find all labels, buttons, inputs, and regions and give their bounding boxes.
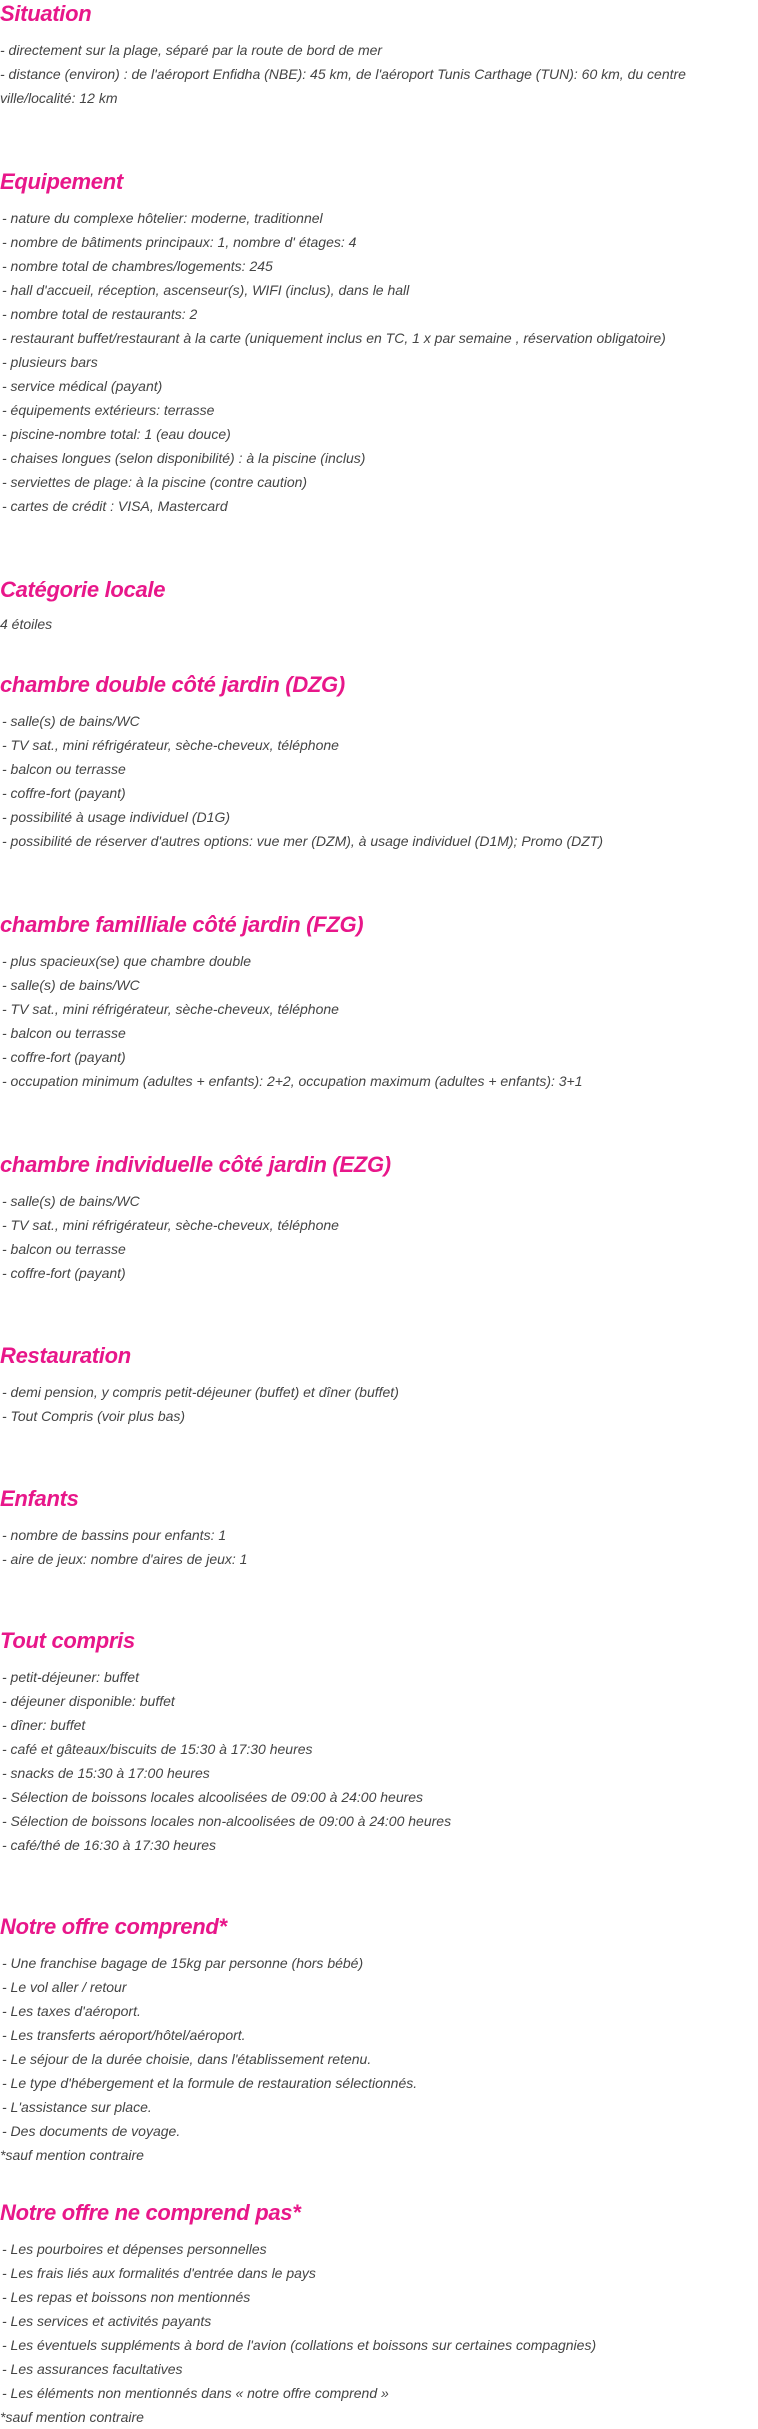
section-chambre-individuelle: [0, 1151, 758, 1285]
tout-compris-list: [0, 1665, 758, 1857]
restauration-list: [0, 1380, 758, 1428]
categorie-list: [0, 612, 758, 636]
offre-ne-comprend-pas-line: - Les éléments non mentionnés dans « notre offre comprend »: [2, 2385, 389, 2401]
offre-comprend-list: [0, 1951, 758, 2167]
section-offre-comprend: [0, 1913, 758, 2167]
section-chambre-familiale: [0, 911, 758, 1093]
section-title-situation: Situation: [0, 1, 92, 26]
section-categorie-locale: [0, 576, 758, 636]
section-title-restauration: Restauration: [0, 1343, 131, 1368]
offre-ne-comprend-pas-list: [0, 2237, 758, 2429]
enfants-list: [0, 1523, 758, 1571]
chambre-individuelle-line: - TV sat., mini réfrigérateur, sèche-cheveux, téléphone: [2, 1217, 339, 1233]
chambre-double-line: - TV sat., mini réfrigérateur, sèche-cheveux, téléphone: [2, 737, 339, 753]
situation-line: - directement sur la plage, séparé par la route de bord de mer: [0, 42, 383, 58]
section-offre-ne-comprend-pas: [0, 2199, 758, 2429]
section-title-chambre-double: chambre double côté jardin (DZG): [0, 672, 345, 697]
section-title-chambre-familiale: chambre familliale côté jardin (FZG): [0, 912, 364, 937]
enfants-line: - aire de jeux: nombre d'aires de jeux: 1: [2, 1551, 248, 1567]
tout-compris-line: - snacks de 15:30 à 17:00 heures: [2, 1765, 210, 1781]
restauration-line: - demi pension, y compris petit-déjeuner (buffet) et dîner (buffet): [2, 1384, 399, 1400]
chambre-individuelle-list: [0, 1189, 758, 1285]
tout-compris-line: - Sélection de boissons locales non-alcoolisées de 09:00 à 24:00 heures: [2, 1813, 452, 1829]
section-enfants: [0, 1485, 758, 1571]
section-restauration: [0, 1342, 758, 1428]
chambre-individuelle-line: - salle(s) de bains/WC: [2, 1193, 140, 1209]
enfants-line: - nombre de bassins pour enfants: 1: [2, 1527, 227, 1543]
equipement-line: - équipements extérieurs: terrasse: [2, 402, 215, 418]
offre-comprend-line: - Les taxes d'aéroport.: [2, 2003, 141, 2019]
chambre-double-line: - possibilité à usage individuel (D1G): [2, 809, 230, 825]
section-title-categorie-locale: Catégorie locale: [0, 577, 166, 602]
chambre-double-line: - possibilité de réserver d'autres options: vue mer (DZM), à usage individuel (D1M); Promo (DZT): [2, 833, 603, 849]
chambre-double-line: - balcon ou terrasse: [2, 761, 126, 777]
chambre-familiale-line: - plus spacieux(se) que chambre double: [2, 953, 252, 969]
offre-comprend-footnote: *sauf mention contraire: [0, 2147, 144, 2163]
tout-compris-line: - petit-déjeuner: buffet: [2, 1669, 139, 1685]
section-title-offre-ne-comprend-pas: Notre offre ne comprend pas*: [0, 2200, 301, 2225]
chambre-familiale-line: - balcon ou terrasse: [2, 1025, 126, 1041]
categorie-line: 4 étoiles: [0, 616, 53, 632]
offre-comprend-line: - L'assistance sur place.: [2, 2099, 152, 2115]
section-title-tout-compris: Tout compris: [0, 1628, 135, 1653]
equipement-line: - nombre de bâtiments principaux: 1, nombre d' étages: 4: [2, 234, 357, 250]
section-situation: [0, 0, 758, 110]
chambre-individuelle-line: - coffre-fort (payant): [2, 1265, 126, 1281]
tout-compris-line: - déjeuner disponible: buffet: [2, 1693, 175, 1709]
equipement-line: - nature du complexe hôtelier: moderne, traditionnel: [2, 210, 323, 226]
equipement-line: - restaurant buffet/restaurant à la carte (uniquement inclus en TC, 1 x par semaine , réservation obligatoire): [2, 330, 666, 346]
equipement-line: - plusieurs bars: [2, 354, 98, 370]
tout-compris-line: - café et gâteaux/biscuits de 15:30 à 17:30 heures: [2, 1741, 313, 1757]
equipement-list: [0, 206, 758, 518]
chambre-individuelle-line: - balcon ou terrasse: [2, 1241, 126, 1257]
offre-ne-comprend-pas-line: - Les services et activités payants: [2, 2313, 212, 2329]
equipement-line: - serviettes de plage: à la piscine (contre caution): [2, 474, 308, 490]
chambre-familiale-line: - TV sat., mini réfrigérateur, sèche-cheveux, téléphone: [2, 1001, 339, 1017]
section-equipement: [0, 168, 758, 518]
offre-ne-comprend-pas-line: - Les éventuels suppléments à bord de l'avion (collations et boissons sur certaines compagnies): [2, 2337, 597, 2353]
section-chambre-double: [0, 671, 758, 853]
tout-compris-line: - dîner: buffet: [2, 1717, 86, 1733]
offre-comprend-line: - Le type d'hébergement et la formule de restauration sélectionnés.: [2, 2075, 418, 2091]
tout-compris-line: - Sélection de boissons locales alcoolisées de 09:00 à 24:00 heures: [2, 1789, 424, 1805]
offre-ne-comprend-pas-footnote: *sauf mention contraire: [0, 2409, 144, 2425]
section-title-equipement: Equipement: [0, 169, 123, 194]
equipement-line: - piscine-nombre total: 1 (eau douce): [2, 426, 231, 442]
offre-comprend-line: - Le séjour de la durée choisie, dans l'établissement retenu.: [2, 2051, 372, 2067]
equipement-line: - nombre total de restaurants: 2: [2, 306, 198, 322]
chambre-familiale-line: - salle(s) de bains/WC: [2, 977, 140, 993]
restauration-line: - Tout Compris (voir plus bas): [2, 1408, 186, 1424]
offre-comprend-line: - Des documents de voyage.: [2, 2123, 181, 2139]
offre-comprend-line: - Les transferts aéroport/hôtel/aéroport.: [2, 2027, 246, 2043]
section-title-chambre-individuelle: chambre individuelle côté jardin (EZG): [0, 1152, 391, 1177]
chambre-familiale-line: - coffre-fort (payant): [2, 1049, 126, 1065]
situation-list: [0, 38, 758, 110]
situation-line: - distance (environ) : de l'aéroport Enfidha (NBE): 45 km, de l'aéroport Tunis Carthage (TUN): 60 km, du centre ville/localité: 12 km: [0, 66, 686, 106]
offre-comprend-line: - Une franchise bagage de 15kg par personne (hors bébé): [2, 1955, 364, 1971]
section-tout-compris: [0, 1627, 758, 1857]
chambre-double-list: [0, 709, 758, 853]
chambre-double-line: - salle(s) de bains/WC: [2, 713, 140, 729]
equipement-line: - service médical (payant): [2, 378, 163, 394]
offre-comprend-line: - Le vol aller / retour: [2, 1979, 127, 1995]
equipement-line: - chaises longues (selon disponibilité) : à la piscine (inclus): [2, 450, 366, 466]
tout-compris-line: - café/thé de 16:30 à 17:30 heures: [2, 1837, 217, 1853]
offre-ne-comprend-pas-line: - Les assurances facultatives: [2, 2361, 183, 2377]
section-title-offre-comprend: Notre offre comprend*: [0, 1914, 227, 1939]
chambre-familiale-line: - occupation minimum (adultes + enfants): 2+2, occupation maximum (adultes + enfants): 3+1: [2, 1073, 583, 1089]
chambre-familiale-list: [0, 949, 758, 1093]
equipement-line: - nombre total de chambres/logements: 245: [2, 258, 273, 274]
equipement-line: - hall d'accueil, réception, ascenseur(s), WIFI (inclus), dans le hall: [2, 282, 410, 298]
offre-ne-comprend-pas-line: - Les pourboires et dépenses personnelles: [2, 2241, 267, 2257]
offre-ne-comprend-pas-line: - Les frais liés aux formalités d'entrée dans le pays: [2, 2265, 316, 2281]
equipement-line: - cartes de crédit : VISA, Mastercard: [2, 498, 228, 514]
section-title-enfants: Enfants: [0, 1486, 79, 1511]
chambre-double-line: - coffre-fort (payant): [2, 785, 126, 801]
offre-ne-comprend-pas-line: - Les repas et boissons non mentionnés: [2, 2289, 251, 2305]
